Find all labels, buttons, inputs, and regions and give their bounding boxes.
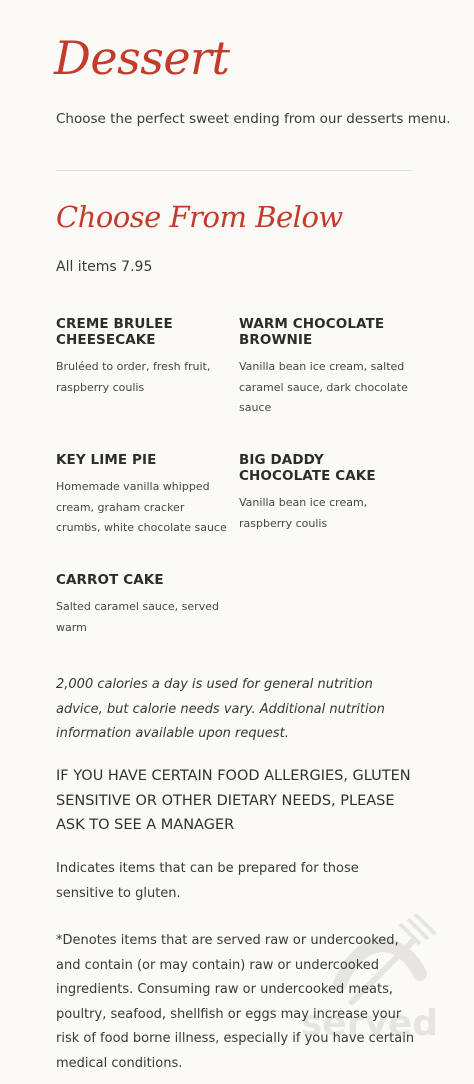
allergy-notice: IF YOU HAVE CERTAIN FOOD ALLERGIES, GLUTEN SENSITIVE OR OTHER DIETARY NEEDS, PLEASE ASK TO SEE A MANAGER — [56, 768, 411, 833]
menu-item-key-lime-pie — [56, 452, 228, 539]
calorie-disclaimer: 2,000 calories a day is used for general nutrition advice, but calorie needs vary. Additional nutrition information available upon request. — [56, 677, 385, 741]
menu-item-warm-chocolate-brownie — [239, 316, 411, 419]
menu-item-description: Homemade vanilla whipped cream, graham cracker crumbs, white chocolate sauce — [56, 480, 227, 534]
divider — [56, 170, 412, 171]
menu-item-description: Vanilla bean ice cream, raspberry coulis — [239, 496, 368, 530]
gluten-note: Indicates items that can be prepared for those sensitive to gluten. — [56, 861, 359, 901]
intro-text: Choose the perfect sweet ending from our desserts menu. — [56, 111, 451, 127]
menu-item-name: KEY LIME PIE — [56, 452, 157, 468]
menu-item-description: Salted caramel sauce, served warm — [56, 600, 219, 634]
price-note: All items 7.95 — [56, 259, 153, 275]
menu-item-creme-brulee-cheesecake — [56, 316, 228, 398]
menu-item-name: CREME BRULEE CHEESECAKE — [56, 316, 173, 348]
watermark-logo: served — [300, 1003, 438, 1044]
menu-item-name: CARROT CAKE — [56, 572, 164, 588]
menu-item-description: Vanilla bean ice cream, salted caramel sauce, dark chocolate sauce — [239, 360, 408, 414]
menu-item-carrot-cake — [56, 572, 228, 638]
section-title: Choose From Below — [56, 200, 343, 234]
menu-item-name: WARM CHOCOLATE BROWNIE — [239, 316, 385, 348]
raw-food-warning: *Denotes items that are served raw or undercooked, and contain (or may contain) raw or undercooked ingredients. Consuming raw or undercooked meats, poultry, seafood, shellfish or eggs may increase your risk of food borne illness, especially if you have certain medical conditions. — [56, 933, 415, 1071]
menu-item-description: Bruléed to order, fresh fruit, raspberry coulis — [56, 360, 211, 394]
menu-item-big-daddy-chocolate-cake — [239, 452, 411, 534]
page-title: Dessert — [54, 31, 230, 85]
menu-item-name: BIG DADDY CHOCOLATE CAKE — [239, 452, 376, 484]
